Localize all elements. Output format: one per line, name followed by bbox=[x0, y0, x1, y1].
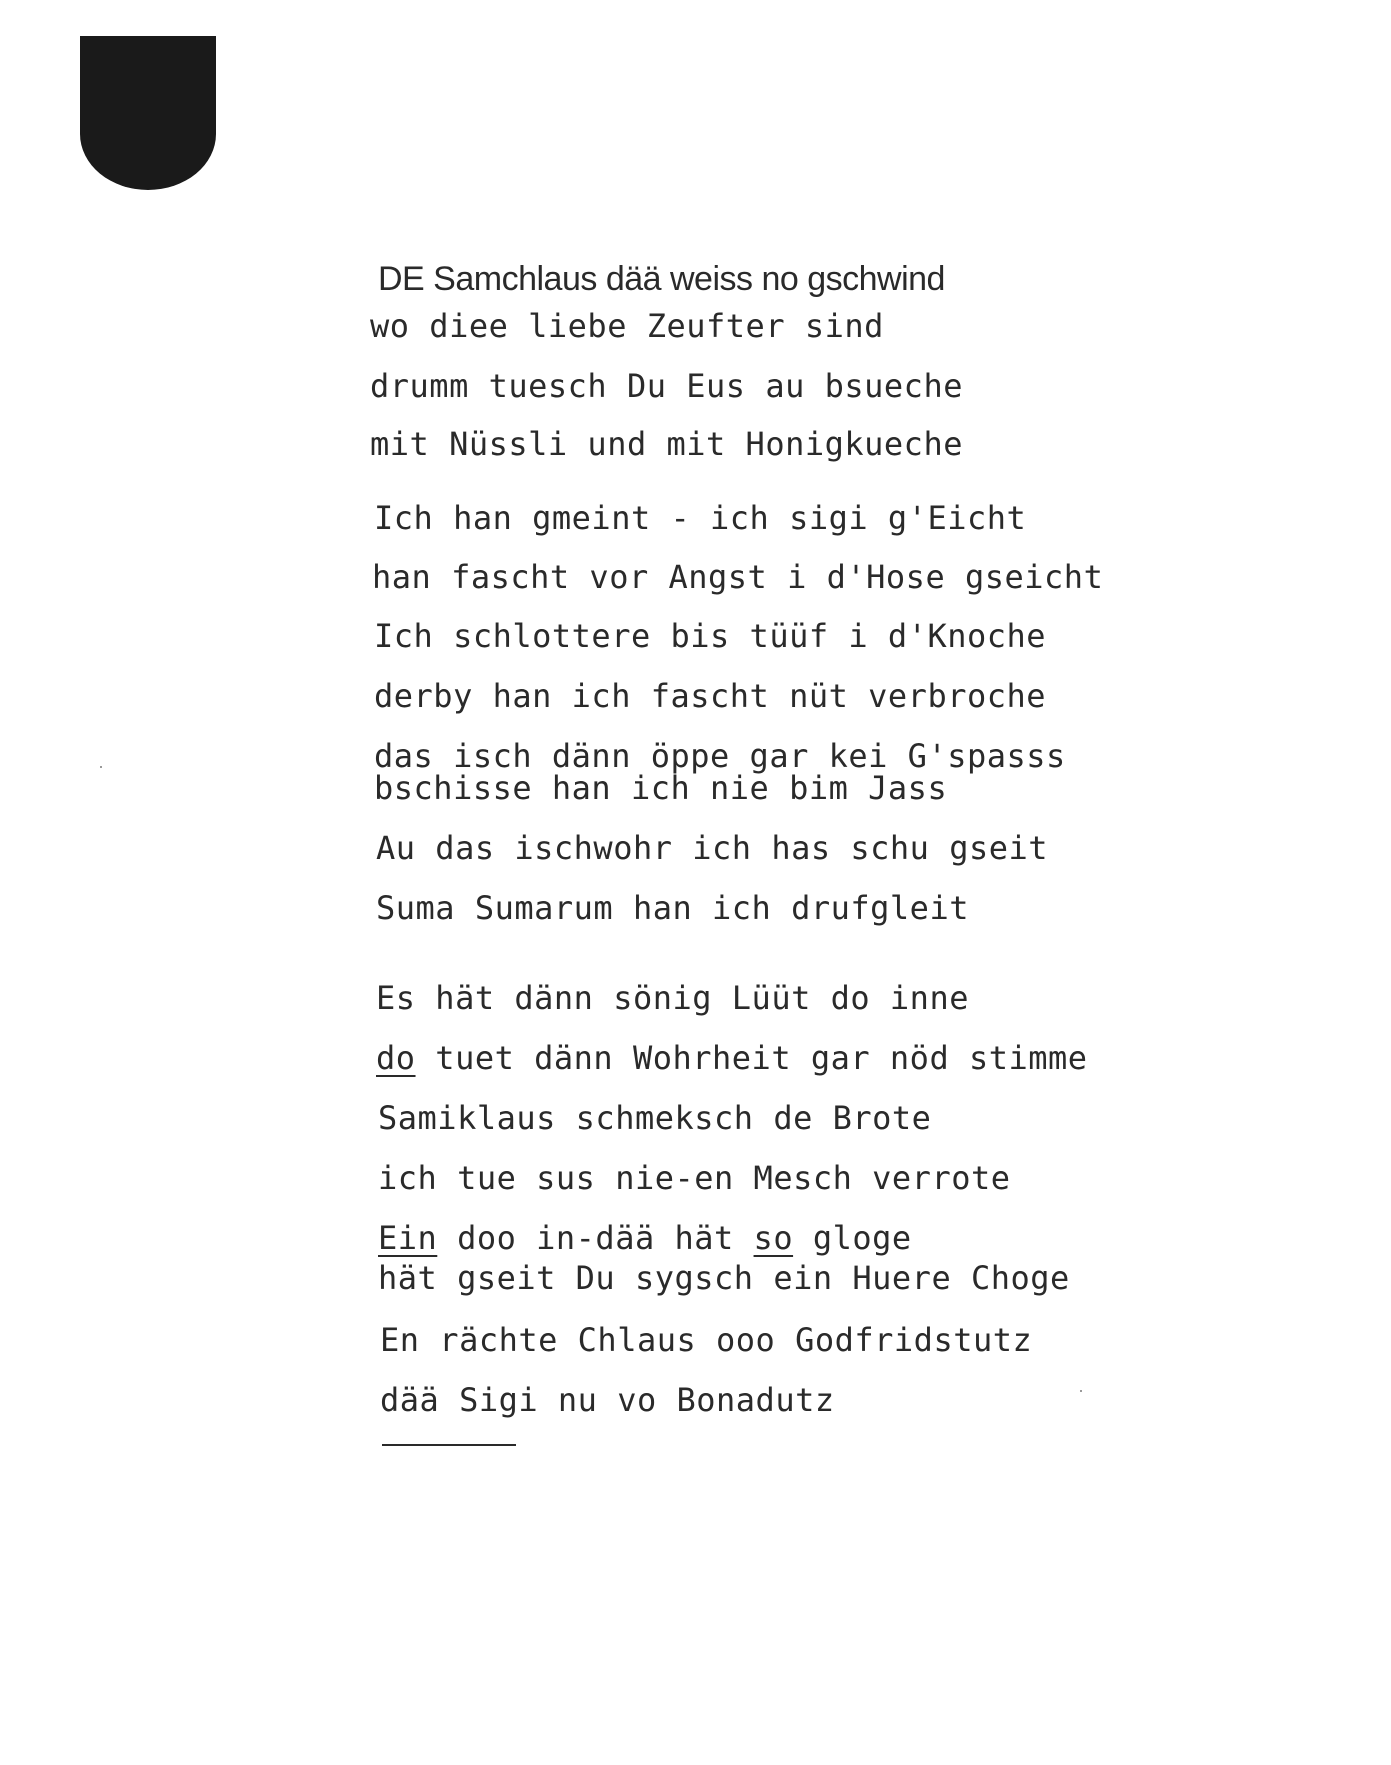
underlined-word: do bbox=[376, 1039, 416, 1077]
poem-line: DE Samchlaus dää weiss no gschwind bbox=[378, 260, 945, 298]
poem-line bbox=[378, 1219, 912, 1257]
line-segment: gloge bbox=[793, 1219, 912, 1257]
scan-speck bbox=[100, 766, 102, 768]
poem-line: dää Sigi nu vo Bonadutz bbox=[380, 1381, 835, 1419]
line-segment: doo in-dää hät bbox=[437, 1219, 754, 1257]
line-segment: tuet dänn Wohrheit gar nöd stimme bbox=[415, 1039, 1088, 1077]
poem-line: das isch dänn öppe gar kei G'spasss bbox=[374, 737, 1066, 775]
poem-line: Suma Sumarum han ich drufgleit bbox=[376, 889, 969, 927]
poem-line: drumm tuesch Du Eus au bsueche bbox=[370, 367, 963, 405]
poem-line: mit Nüssli und mit Honigkueche bbox=[370, 425, 963, 463]
poem-line: derby han ich fascht nüt verbroche bbox=[374, 677, 1047, 715]
underlined-word: so bbox=[753, 1219, 794, 1257]
poem-line: Es hät dänn sönig Lüüt do inne bbox=[376, 979, 969, 1017]
scan-speck bbox=[1080, 1390, 1082, 1392]
poem-line: En rächte Chlaus ooo Godfridstutz bbox=[380, 1321, 1033, 1359]
underlined-word: Ein bbox=[378, 1219, 438, 1257]
poem-line: ich tue sus nie-en Mesch verrote bbox=[378, 1159, 1011, 1197]
poem-line: Au das ischwohr ich has schu gseit bbox=[376, 829, 1049, 867]
poem-line: bschisse han ich nie bim Jass bbox=[374, 769, 948, 807]
poem-line bbox=[376, 1039, 1088, 1077]
poem-line: Ich han gmeint - ich sigi g'Eicht bbox=[374, 499, 1027, 537]
poem-line: hät gseit Du sygsch ein Huere Choge bbox=[378, 1259, 1070, 1297]
poem-line: Ich schlottere bis tüüf i d'Knoche bbox=[374, 617, 1047, 655]
poem-line: wo diee liebe Zeufter sind bbox=[370, 307, 884, 345]
poem-line: han fascht vor Angst i d'Hose gseicht bbox=[372, 558, 1104, 596]
closing-rule bbox=[382, 1444, 516, 1446]
poem-line: Samiklaus schmeksch de Brote bbox=[378, 1099, 932, 1137]
